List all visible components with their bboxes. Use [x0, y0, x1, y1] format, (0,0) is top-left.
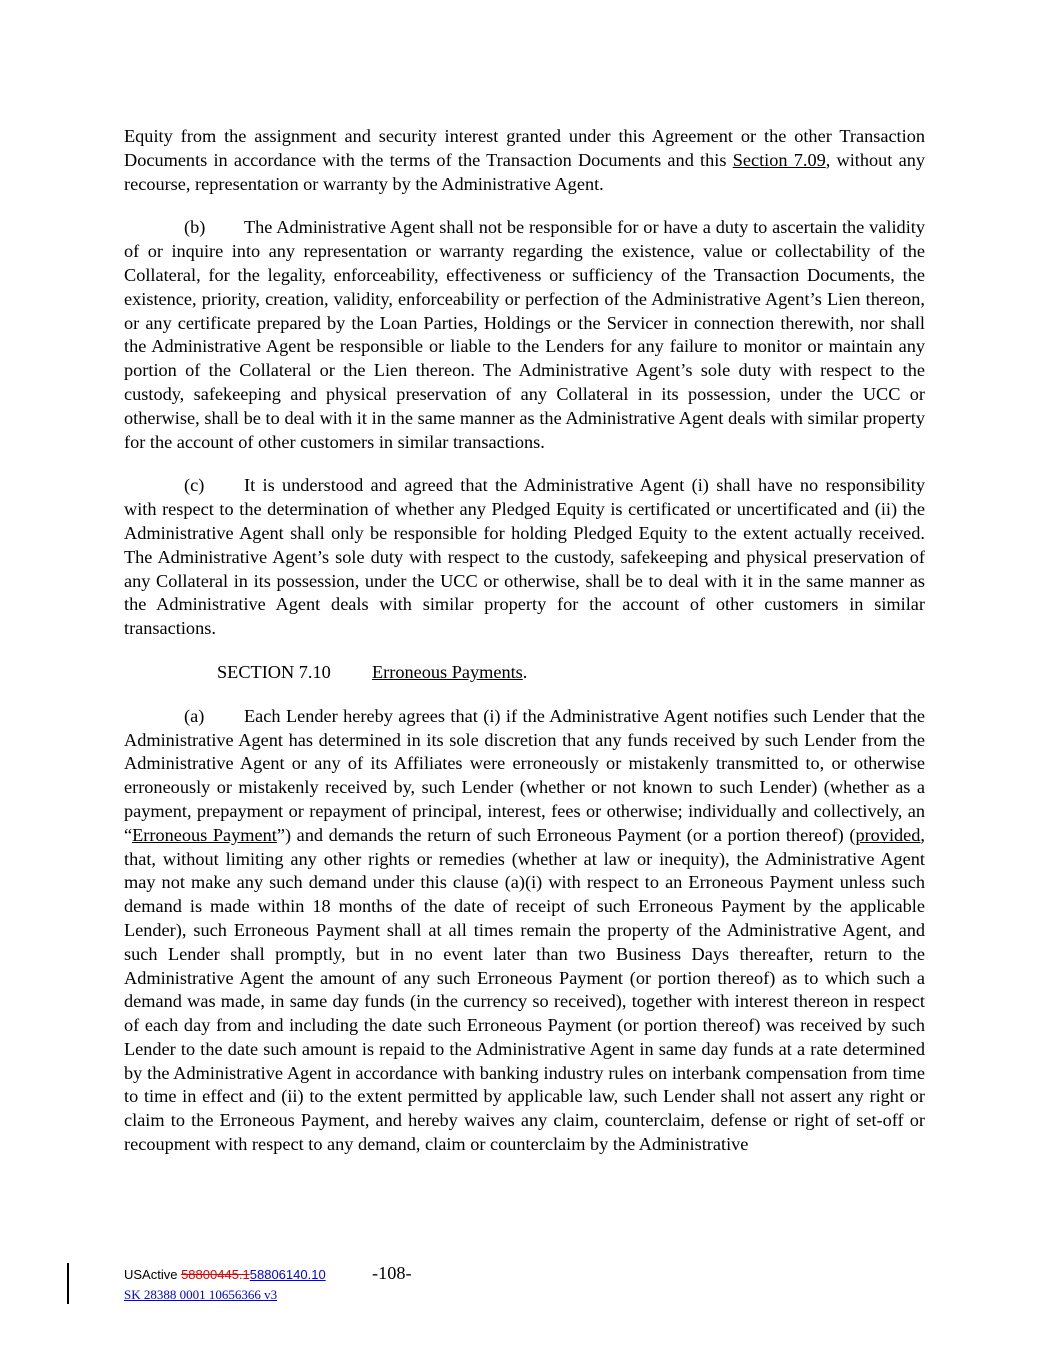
defined-term: Erroneous Payment [132, 824, 277, 845]
section-title: Erroneous Payments [372, 661, 523, 682]
document-id-prefix: USActive [124, 1267, 182, 1282]
paragraph-c [124, 474, 925, 641]
change-bar [67, 1263, 69, 1304]
paragraph-b [124, 216, 925, 454]
paragraph-text: ”) and demands the return of such Erroneous Payment (or a portion thereof) ( [276, 824, 856, 845]
section-number: SECTION 7.10 [217, 661, 331, 682]
section-heading [217, 661, 925, 685]
sk-reference: SK 28388 0001 10656366 v3 [124, 1287, 278, 1302]
paragraph-text: , without any recourse, representation or warranty by the Administrative Agent. [124, 149, 925, 194]
inserted-document-id: 58806140.10 [249, 1267, 326, 1282]
clause-label: (b) [184, 217, 206, 238]
paragraph-text: , that, without limiting any other rights or remedies (whether at law or inequity), the Administrative Agent may not make any such demand under this clause (a)(i) with respect to an Erroneous Payment unless such demand is made within 18 months of the date of receipt of such Erroneous Payment by the applicable Lender), such Erroneous Payment shall at all times remain the property of the Administrative Agent, and such Lender shall promptly, but in no event later than two Business Days thereafter, return to the Administrative Agent the amount of any such Erroneous Payment (or portion thereof) as to which such a demand was made, in same day funds (in the currency so received), together with interest thereon in respect of each day from and including the date such Erroneous Payment (or portion thereof) was received by such Lender to the date such amount is repaid to the Administrative Agent in same day funds at a rate determined by the Administrative Agent in accordance with banking industry rules on interbank compensation from time to time in effect and (ii) to the extent permitted by applicable law, such Lender shall not assert any right or claim to the Erroneous Payment, and hereby waives any claim, counterclaim, defense or right of set-off or recoupment with respect to any demand, claim or counterclaim by the Administrative [124, 824, 925, 1155]
section-title-punct: . [522, 661, 528, 682]
proviso-term: provided [855, 824, 921, 845]
section-reference-link: Section 7.09 [732, 149, 826, 170]
page-footer [67, 1263, 667, 1307]
page-number: -108- [372, 1263, 412, 1283]
paragraph-a [124, 705, 925, 1157]
deleted-document-id: 58800445.1 [181, 1267, 250, 1282]
paragraph-continuation [124, 125, 925, 196]
paragraph-text: Equity from the assignment and security interest granted under this Agreement or the other Transaction Documents in accordance with the terms of the Transaction Documents and this [124, 126, 925, 170]
paragraph-text: Each Lender hereby agrees that (i) if the Administrative Agent notifies such Lender that the Administrative Agent has determined in its sole discretion that any funds received by such Lender from the Administrative Agent or any of its Affiliates were erroneously or mistakenly transmitted to, or otherwise erroneously or mistakenly received by, such Lender (whether or not known to such Lender) (whether as a payment, prepayment or repayment of principal, interest, fees or otherwise; individually and collectively, an “ [124, 705, 925, 845]
clause-label: (c) [184, 475, 205, 496]
document-id [124, 1266, 326, 1284]
paragraph-text: The Administrative Agent shall not be responsible for or have a duty to ascertain the validity of or inquire into any representation or warranty regarding the existence, value or collectability of the Collateral, for the legality, enforceability, effectiveness or sufficiency of the Transaction Documents, the existence, priority, creation, validity, enforceability or perfection of the Administrative Agent’s Lien thereon, or any certificate prepared by the Loan Parties, Holdings or the Servicer in connection therewith, nor shall the Administrative Agent be responsible or liable to the Lenders for any failure to monitor or maintain any portion of the Collateral or the Lien thereon. The Administrative Agent’s sole duty with respect to the custody, safekeeping and physical preservation of any Collateral in its possession, under the UCC or otherwise, shall be to deal with it in the same manner as the Administrative Agent deals with similar property for the account of other customers in similar transactions. [124, 217, 925, 452]
clause-label: (a) [184, 705, 205, 726]
document-page [124, 125, 925, 1177]
paragraph-text: It is understood and agreed that the Administrative Agent (i) shall have no responsibility with respect to the determination of whether any Pledged Equity is certificated or uncertificated and (ii) the Administrative Agent shall only be responsible for holding Pledged Equity to the extent actually received. The Administrative Agent’s sole duty with respect to the custody, safekeeping and physical preservation of any Collateral in its possession, under the UCC or otherwise, shall be to deal with it in the same manner as the Administrative Agent deals with similar property for the account of other customers in similar transactions. [124, 475, 925, 639]
